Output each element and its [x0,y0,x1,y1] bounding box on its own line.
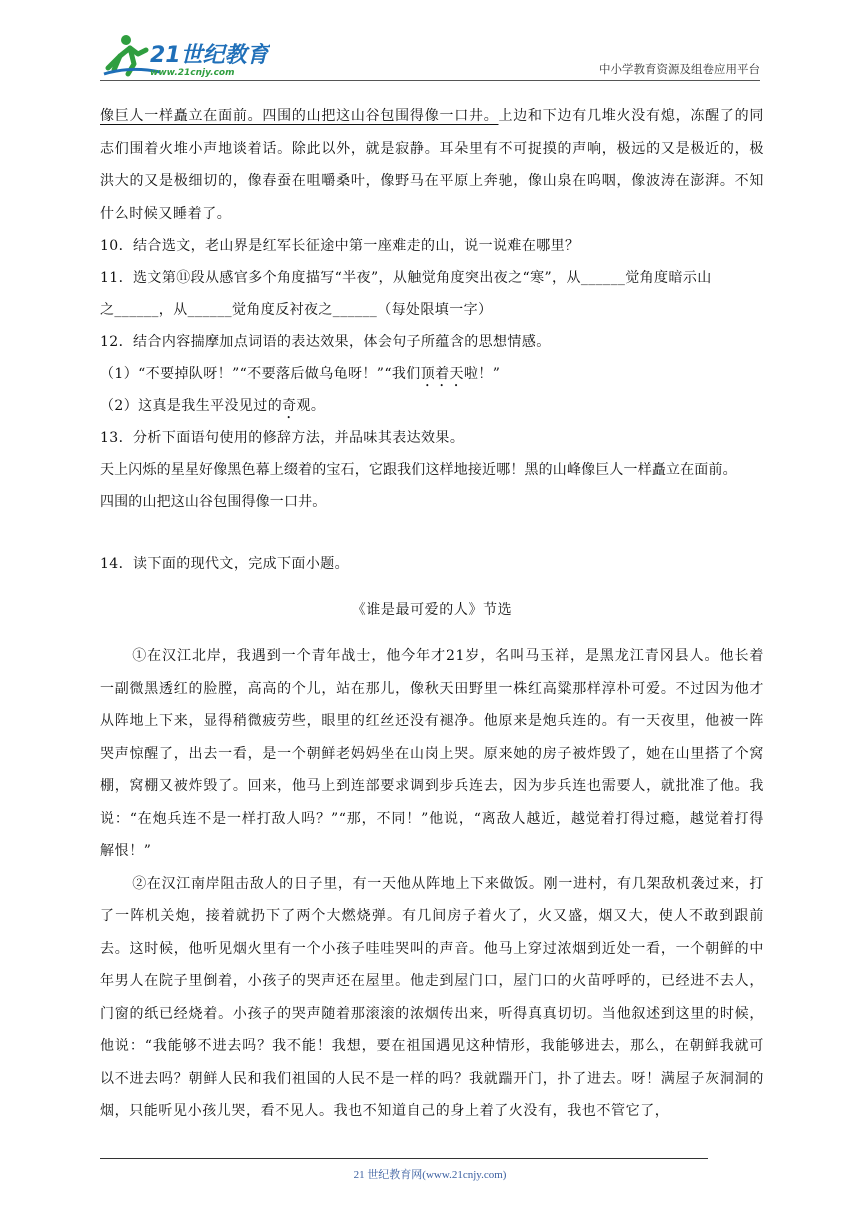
question-11-line2: 之______，从______觉角度反衬夜之______（每处限填一字） [100,302,493,318]
q13-quote-line2: 四围的山把这山谷包围得像一口井。 [100,494,327,510]
passage-paragraph [100,100,764,230]
runner-logo-icon [100,30,270,80]
underlined-sentence: 像巨人一样矗立在面前。四围的山把这山谷包围得像一口井。 [100,108,499,124]
passage-text: 同志们围着火堆小声地谈着话。除此以外，就是寂静。耳朵里有不可捉摸的声响，极远的又是极近的， [100,108,764,157]
logo [100,30,270,80]
passage-text: 极洪大的又是极细切的，像春蚕在咀嚼桑叶，像野马在平原上奔驰，像山泉在呜咽，像波涛在澎湃。 [100,140,764,189]
q13-quote-line1: 天上闪烁的星星好像黑色幕上缀着的宝石，它跟我们这样地接近哪！黑的山峰像巨人一样矗立在面前。 [100,462,737,478]
logo-url: www.21cnjy.com [150,68,235,78]
question-12-item-2 [100,390,764,422]
document-body [100,100,764,1128]
q12-2-dotted-word: 奇 [282,398,297,414]
question-12-item-1 [100,358,764,390]
page-header [100,30,760,82]
q12-2-text-end: 观。 [296,398,326,414]
section-gap [100,518,764,548]
question-13: 13．分析下面语句使用的修辞方法，并品味其表达效果。 [100,430,465,446]
q12-1-text-end: 啦！” [463,366,501,382]
question-12: 12．结合内容揣摩加点词语的表达效果，体会句子所蕴含的思想情感。 [100,334,551,350]
passage-text: 不知什么时候又睡着了。 [100,173,764,222]
q12-1-text: （1）“不要掉队呀！”“不要落后做乌龟呀！”“我们 [100,366,421,382]
question-11 [100,262,764,326]
passage-text: 上边和下边有几堆火没有熄，冻醒了的 [498,108,750,124]
question-13-quote [100,454,764,518]
excerpt-paragraph-2: ②在汉江南岸阻击敌人的日子里，有一天他从阵地上下来做饭。刚一进村，有几架敌机袭过来，打了一阵机关炮，接着就扔下了两个大燃烧弹。有几间房子着火了，火又盛，烟又大，使人不敢到跟前去。这时候，他听见烟火里有一个小孩子哇哇哭叫的声音。他马上穿过浓烟到近处一看，一个朝鲜的中年男人在院子里倒着，小孩子的哭声还在屋里。他走到屋门口，屋门口的火苗呼呼的，已经进不去人，门窗的纸已经烧着。小孩子的哭声随着那滚滚的浓烟传出来，听得真真切切。当他叙述到这里的时候，他说：“我能够不进去吗？我不能！我想，要在祖国遇见这种情形，我能够进去，那么，在朝鲜我就可以不进去吗？朝鲜人民和我们祖国的人民不是一样的吗？我就踹开门，扑了进去。呀！满屋子灰洞洞的烟，只能听见小孩儿哭，看不见人。我也不知道自己的身上着了火没有，我也不管它了， [100,875,764,1119]
q12-2-text: （2）这真是我生平没见过的 [100,398,283,414]
question-11-line1: 11．选文第⑪段从感官多个角度描写“半夜”，从触觉角度突出夜之“寒”，从______觉角度暗示山 [100,270,712,286]
platform-text: 中小学教育资源及组卷应用平台 [599,62,760,76]
question-10: 10．结合选文，老山界是红军长征途中第一座难走的山，说一说难在哪里？ [100,238,580,254]
footer-divider [100,1158,708,1159]
question-14: 14．读下面的现代文，完成下面小题。 [100,556,350,572]
excerpt-title: 《谁是最可爱的人》节选 [351,602,513,618]
q12-1-dotted-words: 顶着天 [420,366,464,382]
footer-text: 21 世纪教育网(www.21cnjy.com) [353,1169,507,1181]
logo-text: 21世纪教育 [150,43,269,68]
header-divider [100,80,760,81]
excerpt-paragraph-1: ①在汉江北岸，我遇到一个青年战士，他今年才21岁，名叫马玉祥，是黑龙江青冈县人。他长着一副微黑透红的脸膛，高高的个儿，站在那儿，像秋天田野里一株红高粱那样淳朴可爱。不过因为他才从阵地上下来，显得稍微疲劳些，眼里的红丝还没有褪净。他原来是炮兵连的。有一天夜里，他被一阵哭声惊醒了，出去一看，是一个朝鲜老妈妈坐在山岗上哭。原来她的房子被炸毁了，她在山里搭了个窝棚，窝棚又被炸毁了。回来，他马上到连部要求调到步兵连去，因为步兵连也需要人，就批准了他。我说：“在炮兵连不是一样打敌人吗？”“那，不同！”他说，“离敌人越近，越觉着打得过瘾，越觉着打得解恨！” [100,648,764,859]
